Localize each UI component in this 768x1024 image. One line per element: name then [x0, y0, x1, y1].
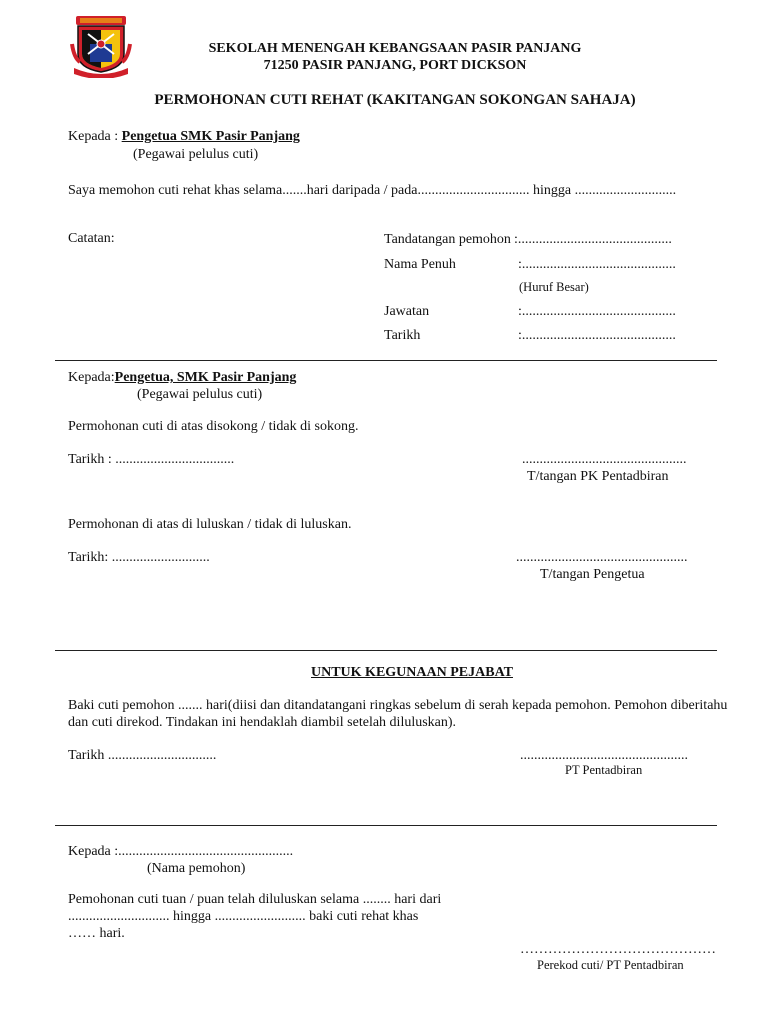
signature-dots-office[interactable]: ................................................ [520, 748, 688, 763]
tarikh-approve[interactable]: Tarikh: ............................ [68, 550, 210, 565]
signature-dots-recorder[interactable]: …………………………………… [520, 942, 716, 957]
signature-label-principal: T/tangan Pengetua [540, 567, 645, 582]
approval-line-3: …… hari. [68, 926, 125, 941]
kepada-applicant[interactable]: Kepada :.................................................. [68, 844, 294, 859]
school-name: SEKOLAH MENENGAH KEBANGSAAN PASIR PANJANG [208, 41, 582, 56]
kepada-label: Kepada: [68, 370, 115, 385]
field-label-fullname: Nama Penuh [384, 257, 456, 272]
support-line: Permohonan cuti di atas disokong / tidak di sokong. [68, 419, 359, 434]
divider [55, 360, 717, 361]
applicant-name-note: (Nama pemohon) [147, 861, 246, 876]
approve-line: Permohonan di atas di luluskan / tidak di luluskan. [68, 517, 352, 532]
field-value-fullname[interactable]: :............................................ [518, 257, 676, 272]
school-address: 71250 PASIR PANJANG, PORT DICKSON [263, 58, 527, 73]
tarikh-support[interactable]: Tarikh : .................................. [68, 452, 235, 467]
kepada-recipient: Pengetua, SMK Pasir Panjang [114, 370, 297, 385]
kepada-line [68, 129, 300, 146]
leave-request-line[interactable]: Saya memohon cuti rehat khas selama.......hari daripada / pada................................ hingga ............................. [68, 183, 677, 198]
approval-line-2: ............................. hingga .......................... baki cuti rehat khas [68, 909, 419, 924]
divider [55, 825, 717, 826]
capital-letters-note: (Huruf Besar) [519, 280, 589, 294]
field-value-signature[interactable]: :............................................ [514, 232, 672, 247]
kepada-label: Kepada : [68, 129, 122, 144]
field-value-date[interactable]: :............................................ [518, 328, 676, 343]
approver-note: (Pegawai pelulus cuti) [137, 387, 263, 402]
signature-dots-pk[interactable]: ............................................... [522, 452, 687, 467]
field-label-signature: Tandatangan pemohon [384, 232, 511, 247]
kepada-line [68, 370, 296, 387]
divider [55, 650, 717, 651]
signature-dots-principal[interactable]: ................................................. [516, 550, 688, 565]
field-label-position: Jawatan [384, 304, 430, 319]
signature-label-office: PT Pentadbiran [565, 763, 643, 777]
form-title: PERMOHONAN CUTI REHAT (KAKITANGAN SOKONGAN SAHAJA) [154, 92, 636, 108]
leave-balance-text: Baki cuti pemohon ....... hari(diisi dan ditandatangani ringkas sebelum di serah kepada pemohon. Pemohon diberitahu dan cuti direkod. Tindakan ini hendaklah diambil setelah diluluskan). [68, 698, 728, 730]
kepada-recipient: Pengetua SMK Pasir Panjang [121, 129, 300, 144]
signature-label-recorder: Perekod cuti/ PT Pentadbiran [537, 958, 684, 972]
approver-note: (Pegawai pelulus cuti) [133, 147, 259, 162]
approval-line-1: Pemohonan cuti tuan / puan telah diluluskan selama ........ hari dari [68, 892, 442, 907]
tarikh-office[interactable]: Tarikh ............................... [68, 748, 217, 763]
catatan-label: Catatan: [68, 231, 115, 246]
field-value-position[interactable]: :............................................ [518, 304, 676, 319]
signature-label-pk: T/tangan PK Pentadbiran [527, 469, 669, 484]
office-use-heading: UNTUK KEGUNAAN PEJABAT [311, 665, 513, 680]
field-label-date: Tarikh [384, 328, 421, 343]
